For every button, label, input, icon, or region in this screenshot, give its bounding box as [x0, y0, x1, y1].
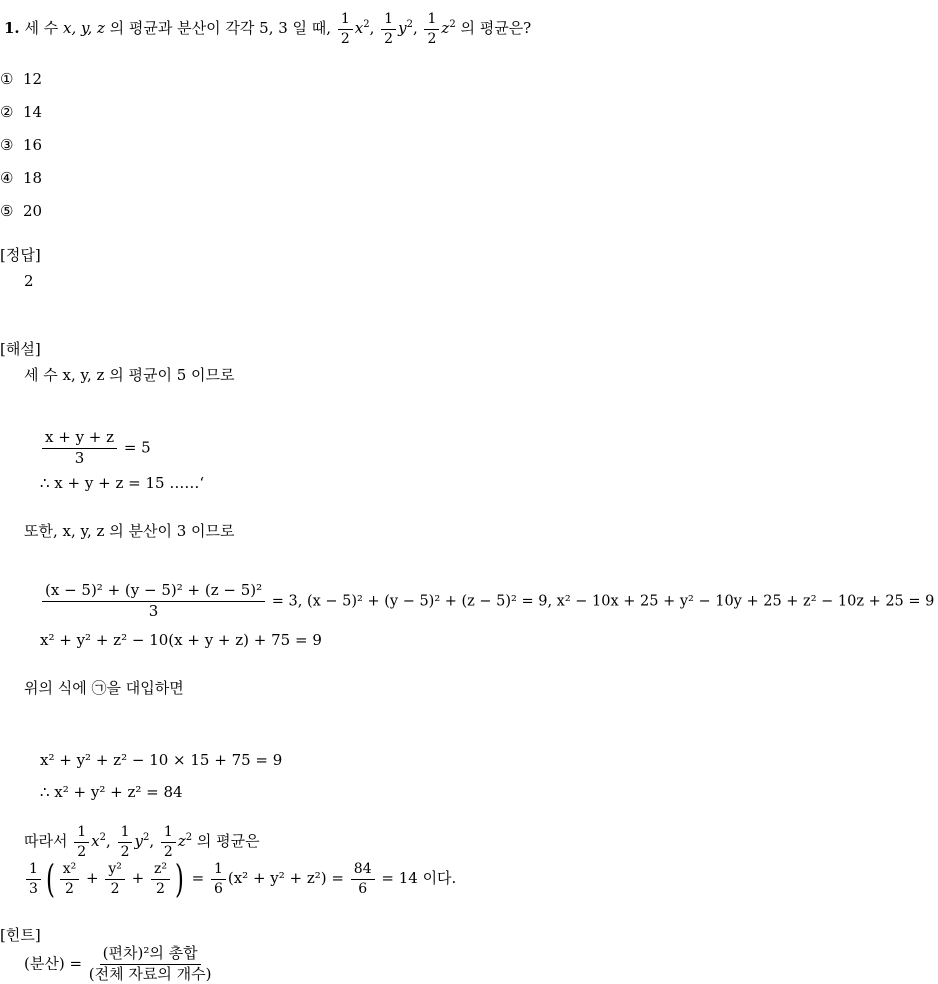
equation-substituted: x² + y² + z² − 10 × 15 + 75 = 9 [40, 751, 283, 769]
choice-1[interactable]: ① 12 [0, 70, 43, 88]
variance-fraction: $\frac{\text{(x − 5)² + (y − 5)² + (z − 5)²}}{3}$ [42, 583, 265, 620]
hint-heading: [힌트] [0, 926, 41, 944]
answer-heading: [정답] [0, 246, 41, 264]
question-text-mid: 의 평균과 분산이 각각 5, 3 일 때, [104, 19, 336, 38]
equation-sum: ∴ x + y + z = 15 ……‘ [40, 474, 205, 492]
question-frac-z: $\frac{1}{2}$ [424, 12, 439, 46]
equation-expanded: x² + y² + z² − 10(x + y + z) + 75 = 9 [40, 631, 322, 649]
explanation-line-2: 또한, x, y, z 의 분산이 3 이므로 [24, 522, 235, 540]
question-text-after: 의 평균은? [455, 19, 532, 38]
question-line: 1. 세 수 x, y, z 의 평균과 분산이 각각 5, 3 일 때, $\frac{1}{2}$ $x^2$, $\frac{1}{2}$ $y^2$, $\frac{1}{2}$ $z^2$ 의 평균은? [4, 11, 532, 47]
choice-2[interactable]: ② 14 [0, 103, 43, 121]
equation-result: ∴ x² + y² + z² = 84 [40, 783, 183, 801]
explanation-heading: [해설] [0, 340, 41, 358]
question-vars: x, y, z [62, 19, 105, 38]
choice-3[interactable]: ③ 16 [0, 136, 43, 154]
explanation-line-4: 따라서 $\frac{1}{2}$ $x^2$, $\frac{1}{2}$ $y^2$, $\frac{1}{2}$ $z^2$ 의 평균은 [24, 824, 260, 860]
question-frac-y: $\frac{1}{2}$ [381, 12, 396, 46]
equation-variance: $\frac{\text{(x − 5)² + (y − 5)² + (z − 5)²}}{3}$ = 3, (x − 5)² + (y − 5)² + (z − 5)² = 9, x² − 10x + 25 + y² − 10y + 25 + z² − 10z + 25 = 9 [40, 583, 934, 620]
question-text-before: 세 수 [24, 19, 63, 38]
choice-4[interactable]: ④ 18 [0, 169, 43, 187]
question-frac-x: $\frac{1}{2}$ [338, 12, 353, 46]
explanation-line-3: 위의 식에 ㉠을 대입하면 [24, 679, 184, 697]
answer-value: 2 [24, 272, 34, 290]
choice-5[interactable]: ⑤ 20 [0, 202, 43, 220]
mean-fraction: $\frac{x + y + z}{3}$ [42, 430, 117, 467]
explanation-line-1: 세 수 x, y, z 의 평균이 5 이므로 [24, 366, 235, 384]
question-number: 1. [4, 19, 20, 38]
hint-formula: (분산) = $\frac{\text{(편차)²의 총합}}{\text{(전체 자료의 개수)}}$ [24, 944, 212, 983]
final-equation: $\frac{1}{3}$ ( $\frac{\text{x²}}{2}$ + $\frac{\text{y²}}{2}$ + $\frac{\text{z²}}{2}$ ) = $\frac{1}{6}$ (x² + y² + z²) = $\frac{84}{6}$ = 14 이다. [24, 860, 456, 898]
equation-mean: $\frac{x + y + z}{3}$ = 5 [40, 430, 151, 467]
